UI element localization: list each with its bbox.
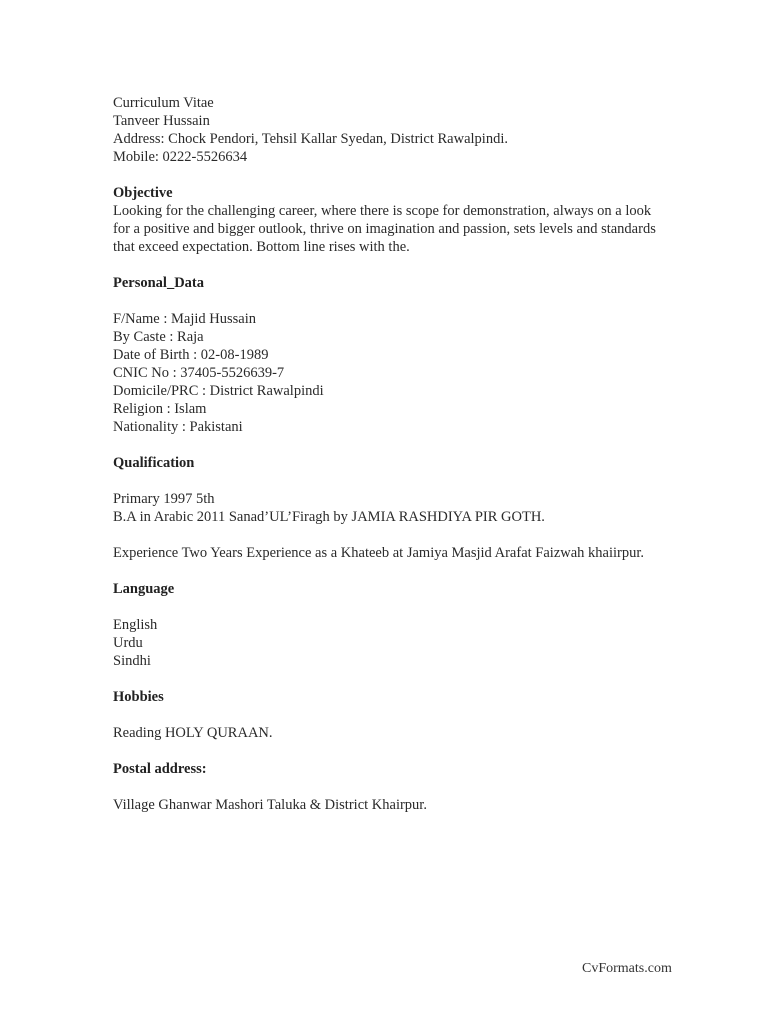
hobbies-text: Reading HOLY QURAAN. <box>113 725 273 741</box>
postal-address-text: Village Ghanwar Mashori Taluka & District Khairpur. <box>113 797 427 813</box>
personal-data-heading: Personal_Data <box>113 275 205 291</box>
cnic-number: CNIC No : 37405-5526639-7 <box>113 365 285 381</box>
experience: Experience Two Years Experience as a Khateeb at Jamiya Masjid Arafat Faizwah khaiirpur. <box>113 545 645 561</box>
objective-line-2: for a positive and bigger outlook, thrive on imagination and passion, sets levels and standards <box>113 221 656 237</box>
objective-line-3: that exceed expectation. Bottom line rises with the. <box>113 239 410 255</box>
candidate-name: Tanveer Hussain <box>113 113 210 129</box>
candidate-address: Address: Chock Pendori, Tehsil Kallar Syedan, District Rawalpindi. <box>113 131 508 147</box>
hobbies-heading: Hobbies <box>113 689 164 705</box>
language-item: English <box>113 617 158 633</box>
language-item: Sindhi <box>113 653 151 669</box>
qualification-heading: Qualification <box>113 455 195 471</box>
language-item: Urdu <box>113 635 143 651</box>
cv-document <box>113 94 713 814</box>
domicile: Domicile/PRC : District Rawalpindi <box>113 383 324 399</box>
objective-line-1: Looking for the challenging career, where there is scope for demonstration, always on a look <box>113 203 652 219</box>
objective-heading: Objective <box>113 185 173 201</box>
candidate-mobile: Mobile: 0222-5526634 <box>113 149 248 165</box>
caste: By Caste : Raja <box>113 329 204 345</box>
religion: Religion : Islam <box>113 401 207 417</box>
qualification-ba: B.A in Arabic 2011 Sanad’UL’Firagh by JAMIA RASHDIYA PIR GOTH. <box>113 509 545 525</box>
father-name: F/Name : Majid Hussain <box>113 311 256 327</box>
postal-address-heading: Postal address: <box>113 761 207 777</box>
qualification-primary: Primary 1997 5th <box>113 491 215 507</box>
nationality: Nationality : Pakistani <box>113 419 243 435</box>
document-title: Curriculum Vitae <box>113 95 214 111</box>
language-heading: Language <box>113 581 175 597</box>
footer-site-link[interactable]: CvFormats.com <box>582 961 672 976</box>
date-of-birth: Date of Birth : 02-08-1989 <box>113 347 269 363</box>
